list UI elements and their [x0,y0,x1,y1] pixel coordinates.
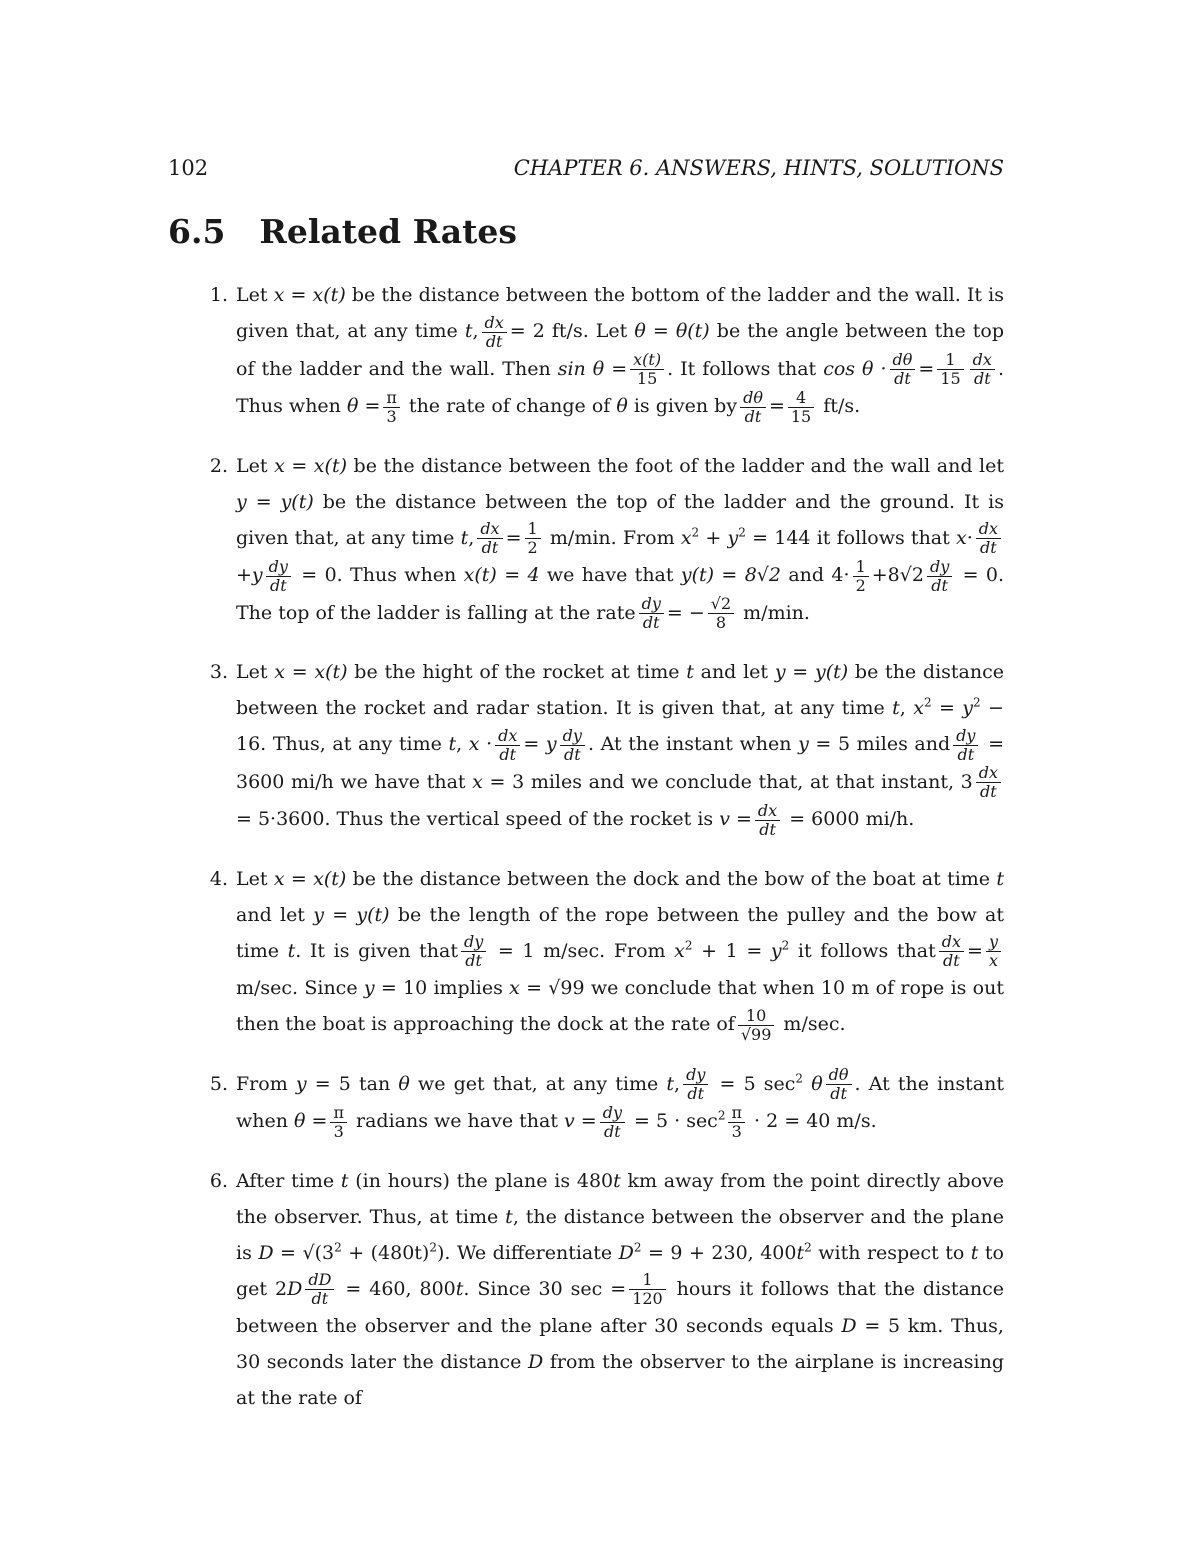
fraction: $\frac{1}{2}$ [853,558,869,595]
problem-item [168,861,1004,1044]
fraction: $\frac{dx}{dt}$ [482,314,507,351]
page-number: 102 [168,156,209,180]
fraction: $\frac{dx}{dt}$ [495,727,520,764]
problem-number: 2. [209,454,228,477]
problem-text: Let x = x(t) be the hight of the rocket at time t and let y = y(t) be the distance between the rocket and radar station. It is given that, at any time t, $x^2 = y^2 - 16$. Thus, at any time t, x · $\frac{dx}{dt}$ = y $\frac{dy}{dt}$ . At the instant when y = 5 miles and $\frac{dy}{dt}$ = 3600 mi/h we have that x = 3 miles and we conclude that, at that instant, 3 $\frac{dx}{dt}$ = 5·3600. Thus the vertical speed of the rocket is v = $\frac{dx}{dt}$ = 6000 mi/h. [236,661,1004,839]
fraction: $\frac{dx}{dt}$ [755,802,780,839]
fraction: $\frac{dy}{dt}$ [560,727,585,764]
problem-number: 1. [209,284,228,306]
section-heading [168,212,1004,251]
fraction: $\frac{y}{x}$ [986,933,1001,970]
fraction: $\frac{\pi}{3}$ [728,1104,745,1141]
fraction: $\frac{dx}{dt}$ [477,520,502,557]
problem-text: Let x = x(t) be the distance between the bottom of the ladder and the wall. It is given that, at any time t, $\frac{dx}{dt}$ = 2 ft/s. Let θ = θ(t) be the angle between the top of the ladder and the wall. Then sin θ = $\frac{x(t)}{15}$ . It follows that cos θ · $\frac{d\theta}{dt}$ = $\frac{1}{15}$ $\frac{dx}{dt}$ . Thus when θ = $\frac{\pi}{3}$ the rate of change of θ is given by $\frac{d\theta}{dt}$ = $\frac{4}{15}$ ft/s. [236,284,1004,426]
fraction: $\frac{dy}{dt}$ [953,727,978,764]
chapter-title: CHAPTER 6. ANSWERS, HINTS, SOLUTIONS [513,156,1004,180]
fraction: $\frac{1}{2}$ [525,520,541,557]
fraction: $\frac{d\theta}{dt}$ [740,389,766,426]
section-number: 6.5 [168,212,226,251]
problem-text: Let x = x(t) be the distance between the dock and the bow of the boat at time t and let y = y(t) be the length of the rope between the pulley and the bow at time t. It is given that $\frac{dy}{dt}$ = 1 m/sec. From $x^2 + 1 = y^2$ it follows that $\frac{dx}{dt}$ = $\frac{y}{x}$ m/sec. Since y = 10 implies x = √99 we conclude that when 10 m of rope is out then the boat is approaching the dock at the rate of $\frac{10}{√99}$ m/sec. [236,867,1005,1044]
fraction: $\frac{\pi}{3}$ [383,389,400,426]
problem-item [168,448,1004,633]
fraction: $\frac{dx}{dt}$ [939,933,964,970]
running-head [168,156,1004,180]
problem-number: 6. [209,1169,228,1192]
fraction: $\frac{1}{15}$ [937,351,963,388]
fraction: $\frac{dy}{dt}$ [639,595,664,632]
problem-number: 3. [209,661,228,683]
problem-list [168,277,1004,1416]
fraction: $\frac{dx}{dt}$ [976,764,1001,801]
fraction: $\frac{dy}{dt}$ [600,1104,625,1141]
fraction: $\frac{d\theta}{dt}$ [890,351,916,388]
problem-number: 5. [209,1072,228,1095]
fraction: $\frac{1}{120}$ [629,1271,666,1308]
fraction: $\frac{dD}{dt}$ [305,1271,334,1308]
problem-item [168,1163,1004,1417]
fraction: $\frac{10}{√99}$ [738,1007,775,1044]
problem-number: 4. [209,867,228,890]
problem-text: From y = 5 tan θ we get that, at any time t, $\frac{dy}{dt}$ = 5 $\sec^2 \theta$ $\frac{d\theta}{dt}$ . At the instant when θ = $\frac{\pi}{3}$ radians we have that v = $\frac{dy}{dt}$ = $5 \cdot \sec^2$ $\frac{\pi}{3}$ · 2 = 40 m/s. [236,1065,1004,1141]
section-title: Related Rates [259,212,517,251]
fraction: $\frac{dy}{dt}$ [683,1066,708,1103]
fraction: $\frac{dy}{dt}$ [461,933,486,970]
page [168,150,1004,1438]
fraction: $\frac{d\theta}{dt}$ [826,1066,852,1103]
problem-text: After time t (in hours) the plane is 480t km away from the point directly above the observer. Thus, at time t, the distance between the observer and the plane is $D = √(3^2 + (480t)^2)$. We differentiate $D^2 = 9 + 230$, $400t^2$ with respect to t to get 2D $\frac{dD}{dt}$ = 460, 800t. Since 30 sec = $\frac{1}{120}$ hours it follows that the distance between the observer and the plane after 30 seconds equals D = 5 km. Thus, 30 seconds later the distance D from the observer to the airplane is increasing at the rate of [236,1169,1004,1409]
fraction: $\frac{√2}{8}$ [708,595,734,632]
fraction: $\frac{dy}{dt}$ [927,558,952,595]
problem-item [168,654,1004,839]
fraction: $\frac{x(t)}{15}$ [630,351,664,388]
fraction: $\frac{dx}{dt}$ [976,520,1001,557]
fraction: $\frac{4}{15}$ [788,389,814,426]
problem-item [168,277,1004,426]
fraction: $\frac{dy}{dt}$ [266,558,291,595]
fraction: $\frac{dx}{dt}$ [970,351,995,388]
fraction: $\frac{\pi}{3}$ [330,1104,347,1141]
problem-item [168,1066,1004,1141]
problem-text: Let x = x(t) be the distance between the foot of the ladder and the wall and let y = y(t) be the distance between the top of the ladder and the ground. It is given that, at any time t, $\frac{dx}{dt}$ = $\frac{1}{2}$ m/min. From $x^2 + y^2 = 144$ it follows that x· $\frac{dx}{dt}$ +y $\frac{dy}{dt}$ = 0. Thus when x(t) = 4 we have that y(t) = 8√2 and 4· $\frac{1}{2}$ +8√2 $\frac{dy}{dt}$ = 0. The top of the ladder is falling at the rate $\frac{dy}{dt}$ = − $\frac{√2}{8}$ m/min. [236,454,1005,632]
